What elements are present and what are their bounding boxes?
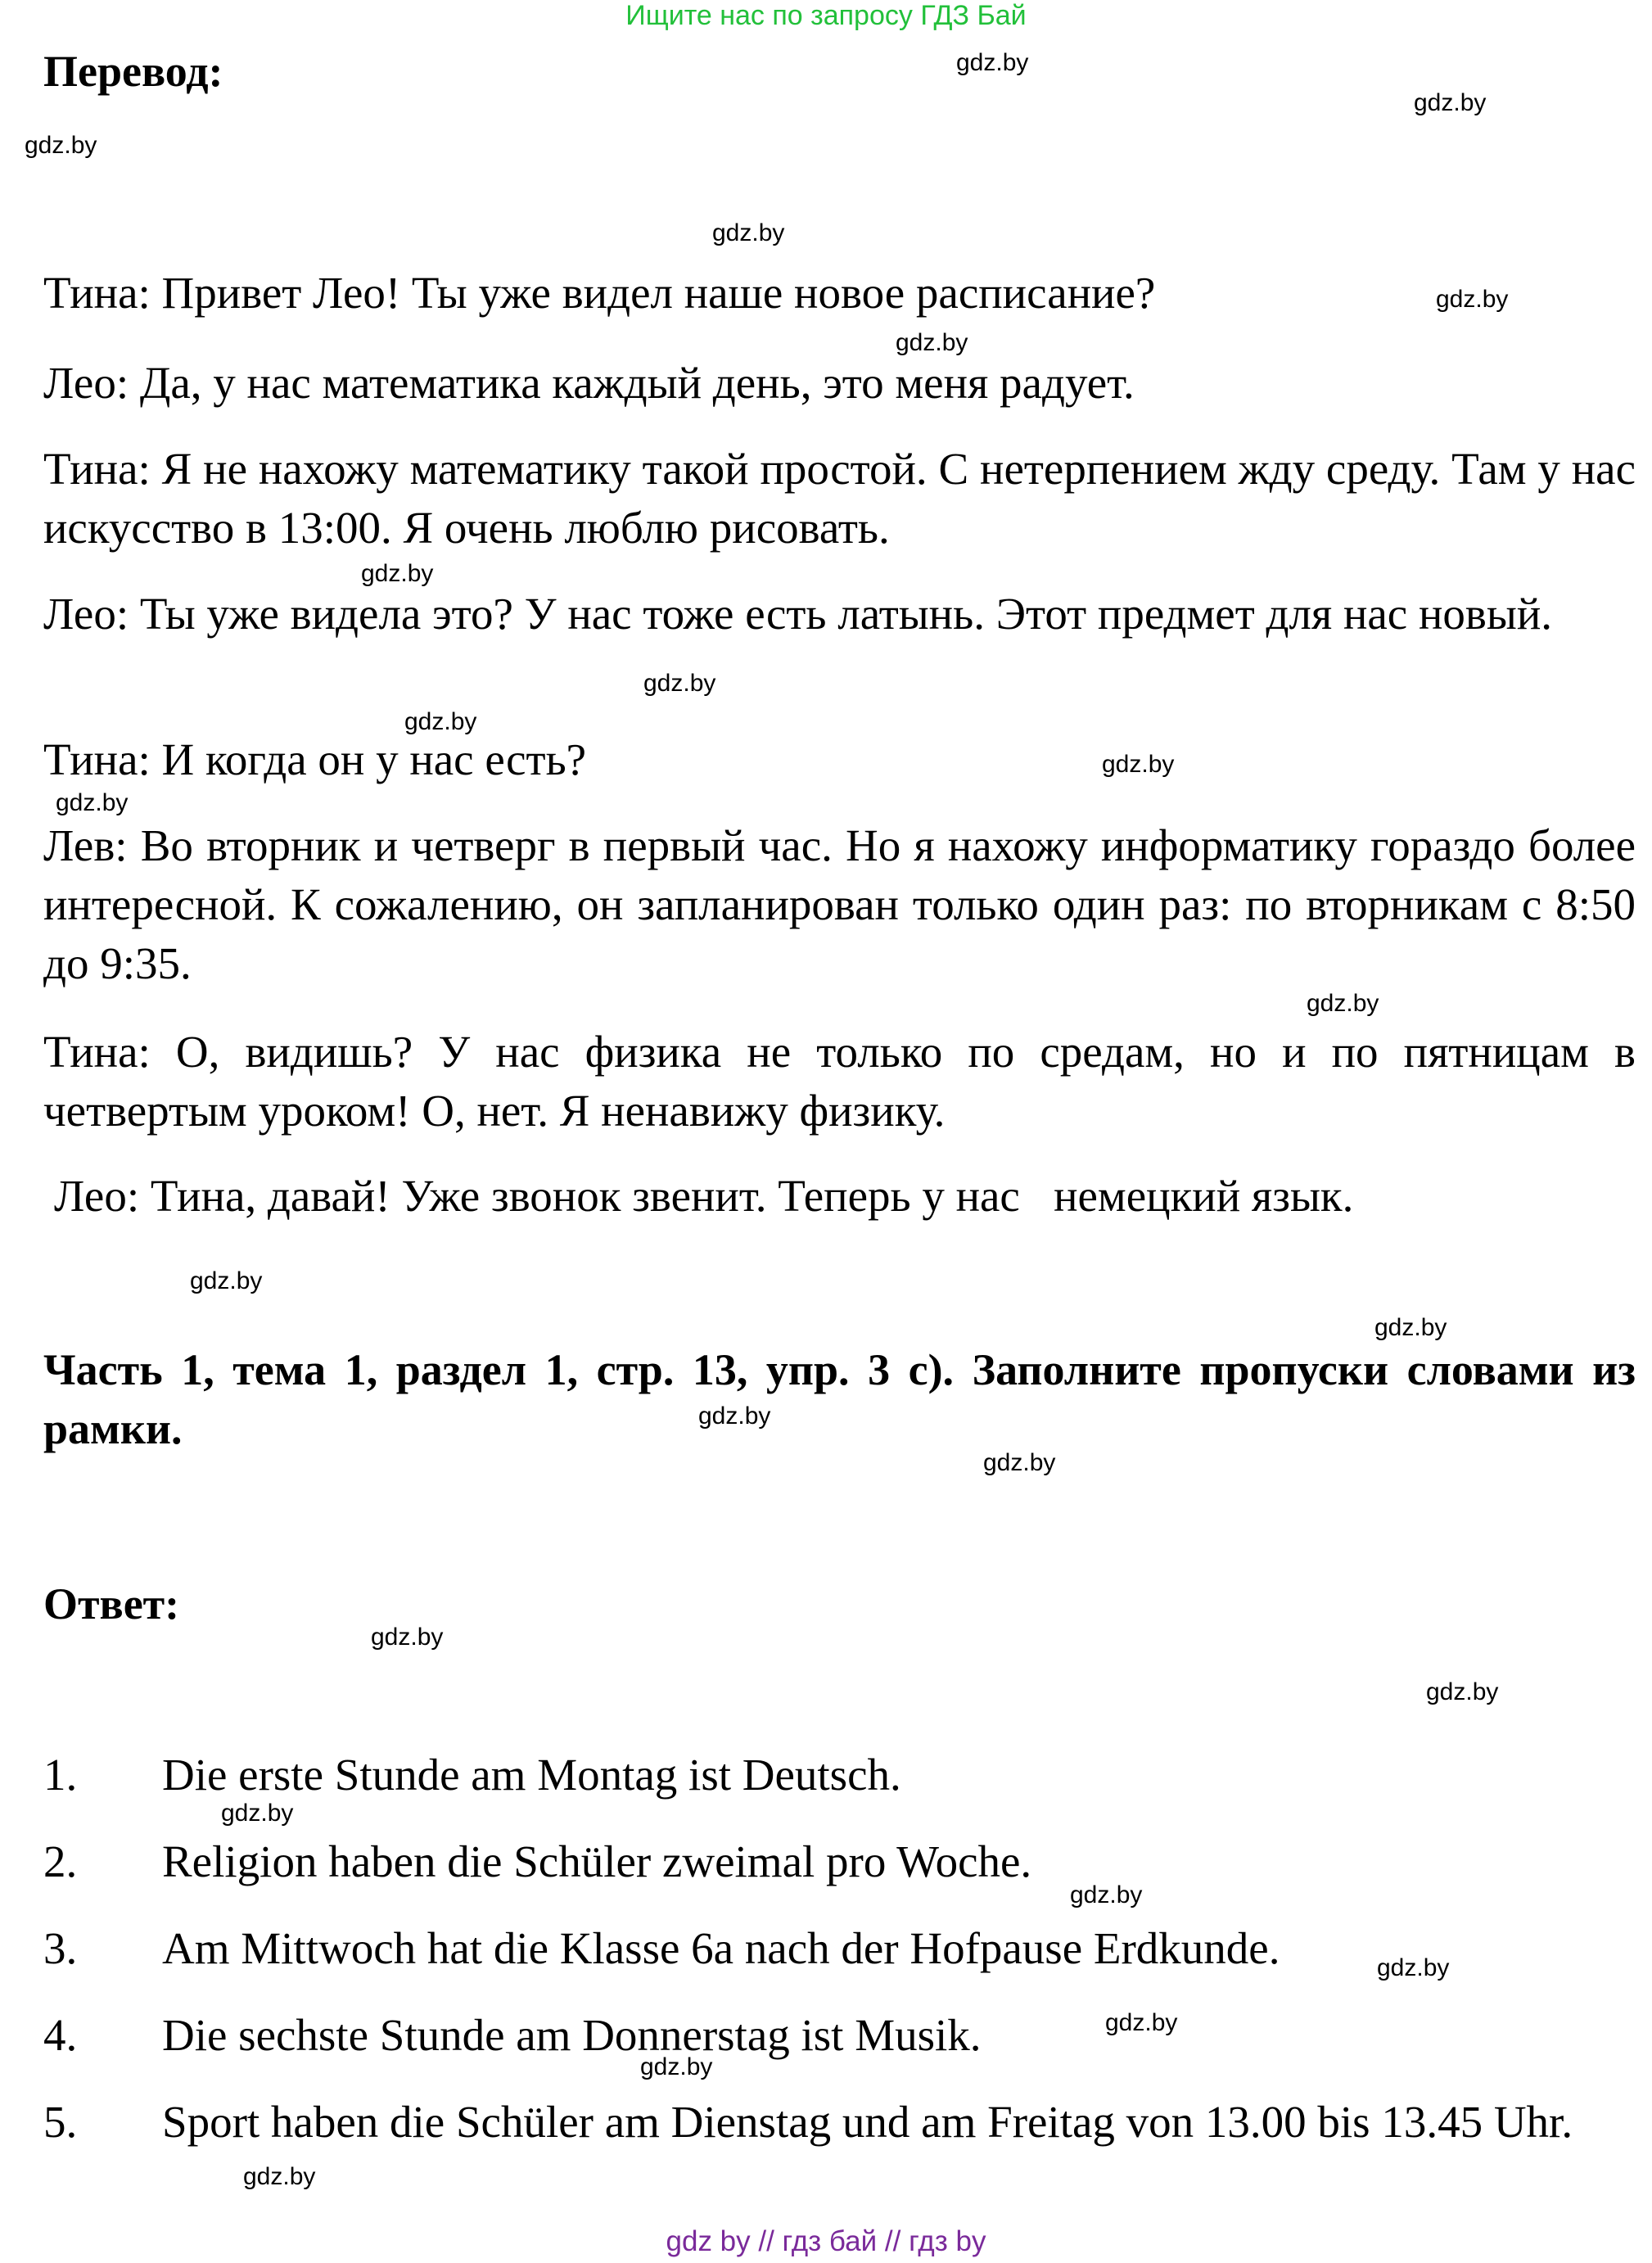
watermark: gdz.by <box>1414 89 1487 116</box>
dialogue-line-8: Лео: Тина, давай! Уже звонок звенит. Теперь у нас немецкий язык. <box>54 1171 1354 1221</box>
watermark: gdz.by <box>56 789 129 816</box>
task-title: Часть 1, тема 1, раздел 1, стр. 13, упр. 3 c). Заполните пропуски словами из рамки. <box>43 1345 1636 1453</box>
watermark: gdz.by <box>1070 1881 1143 1908</box>
footer-links: gdz by // гдз бай // гдз by <box>666 2225 986 2257</box>
watermark: gdz.by <box>1105 2009 1178 2036</box>
dialogue-line-3: Тина: Я не нахожу математику такой простой. С нетерпением жду среду. Там у нас искусство в 13:00. Я очень люблю рисовать. <box>43 444 1636 553</box>
watermark: gdz.by <box>640 2053 713 2080</box>
dialogue-line-4: Лео: Ты уже видела это? У нас тоже есть латынь. Этот предмет для нас новый. <box>43 589 1553 639</box>
answer-number: 5. <box>43 2097 78 2147</box>
answer-text: Am Mittwoch hat die Klasse 6a nach der Hofpause Erdkunde. <box>162 1923 1280 1973</box>
answer-item <box>43 2006 1636 2065</box>
answer-text: Die erste Stunde am Montag ist Deutsch. <box>162 1750 901 1800</box>
watermark: gdz.by <box>1377 1954 1450 1981</box>
answer-text: Sport haben die Schüler am Dienstag und am Freitag von 13.00 bis 13.45 Uhr. <box>162 2097 1573 2147</box>
answer-item <box>43 2093 1636 2152</box>
watermark: gdz.by <box>896 329 968 356</box>
answer-number: 4. <box>43 2010 78 2060</box>
watermark: gdz.by <box>371 1624 444 1651</box>
translation-heading: Перевод: <box>43 47 223 96</box>
answer-number: 3. <box>43 1923 78 1973</box>
dialogue-line-1: Тина: Привет Лео! Ты уже видел наше новое расписание? <box>43 268 1156 318</box>
watermark: gdz.by <box>190 1267 263 1294</box>
answer-number: 2. <box>43 1836 78 1886</box>
watermark: gdz.by <box>404 708 477 735</box>
watermark: gdz.by <box>221 1800 294 1827</box>
watermark: gdz.by <box>1102 751 1175 778</box>
watermark: gdz.by <box>361 560 434 587</box>
dialogue-line-6: Лев: Во вторник и четверг в первый час. Но я нахожу информатику гораздо более интересной. К сожалению, он запланирован только один раз: по вторникам с 8:50 до 9:35. <box>43 820 1636 988</box>
watermark: gdz.by <box>1426 1678 1499 1705</box>
dialogue-line-2: Лео: Да, у нас математика каждый день, это меня радует. <box>43 358 1135 408</box>
watermark: gdz.by <box>698 1403 771 1430</box>
answer-heading: Ответ: <box>43 1579 180 1628</box>
watermark: gdz.by <box>643 670 716 697</box>
watermark: gdz.by <box>1436 286 1509 313</box>
watermark: gdz.by <box>1374 1314 1447 1341</box>
watermark: gdz.by <box>983 1449 1056 1476</box>
answer-item <box>43 1832 1636 1891</box>
watermark: gdz.by <box>243 2163 316 2190</box>
watermark: gdz.by <box>1307 990 1379 1017</box>
dialogue-line-5: Тина: И когда он у нас есть? <box>43 734 587 784</box>
watermark: gdz.by <box>25 132 97 159</box>
answer-text: Die sechste Stunde am Donnerstag ist Musik. <box>162 2010 982 2060</box>
top-banner: Ищите нас по запросу ГДЗ Бай <box>625 0 1027 31</box>
watermark: gdz.by <box>712 219 785 246</box>
answer-number: 1. <box>43 1750 78 1800</box>
watermark: gdz.by <box>956 49 1029 76</box>
dialogue-line-7: Тина: О, видишь? У нас физика не только по средам, но и по пятницам в четвертым уроком! О, нет. Я ненавижу физику. <box>43 1027 1636 1136</box>
answer-item <box>43 1746 1636 1805</box>
answer-text: Religion haben die Schüler zweimal pro Woche. <box>162 1836 1032 1886</box>
